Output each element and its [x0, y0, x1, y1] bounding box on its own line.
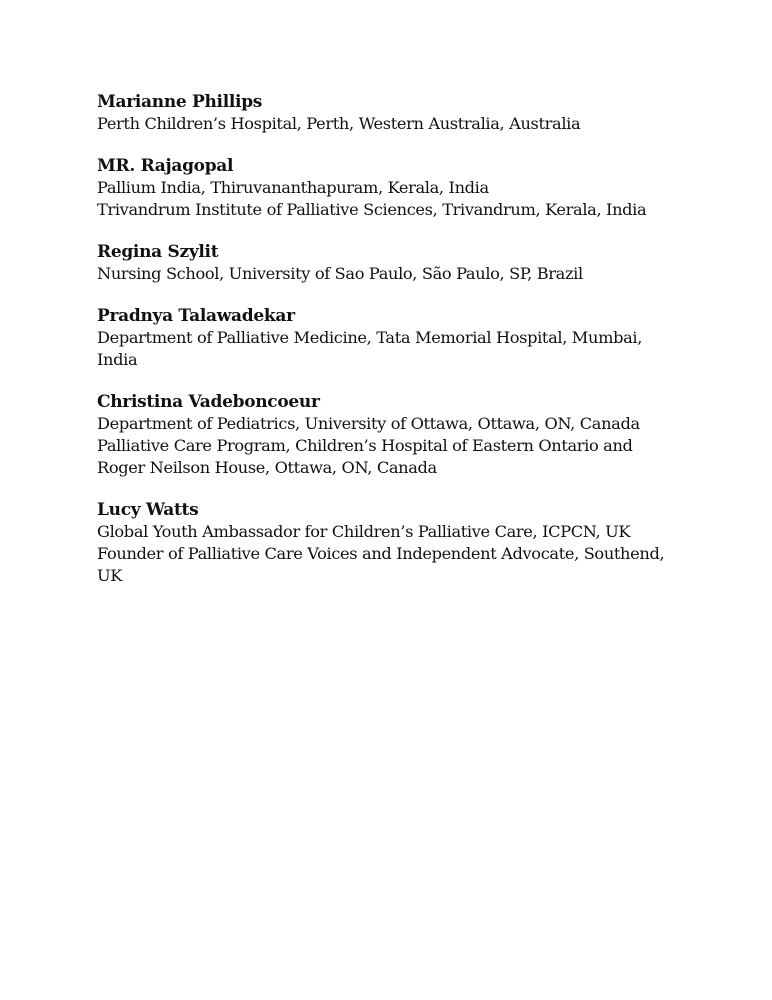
- author-entry: [97, 155, 737, 221]
- author-name: Christina Vadeboncoeur: [97, 392, 320, 412]
- affiliation-line: Pallium India, Thiruvananthapuram, Kerala, India: [97, 178, 489, 197]
- author-entry: [97, 499, 737, 587]
- author-entry: [97, 241, 737, 285]
- affiliation-line: India: [97, 350, 138, 369]
- affiliation-line: Founder of Palliative Care Voices and Independent Advocate, Southend,: [97, 544, 665, 563]
- affiliation-list: [97, 91, 737, 607]
- author-name: Pradnya Talawadekar: [97, 306, 295, 326]
- affiliation-line: Nursing School, University of Sao Paulo, São Paulo, SP, Brazil: [97, 264, 583, 283]
- author-entry: [97, 305, 737, 371]
- author-entry: [97, 391, 737, 479]
- author-name: Lucy Watts: [97, 500, 199, 520]
- affiliation-line: Global Youth Ambassador for Children’s Palliative Care, ICPCN, UK: [97, 522, 631, 541]
- affiliation-line: Perth Children’s Hospital, Perth, Western Australia, Australia: [97, 114, 581, 133]
- author-entry: [97, 91, 737, 135]
- affiliation-line: UK: [97, 566, 123, 585]
- affiliation-line: Department of Palliative Medicine, Tata Memorial Hospital, Mumbai,: [97, 328, 643, 347]
- affiliation-line: Palliative Care Program, Children’s Hospital of Eastern Ontario and: [97, 436, 633, 455]
- affiliation-line: Trivandrum Institute of Palliative Sciences, Trivandrum, Kerala, India: [97, 200, 647, 219]
- author-name: Regina Szylit: [97, 242, 219, 262]
- author-name: MR. Rajagopal: [97, 156, 234, 176]
- affiliation-line: Roger Neilson House, Ottawa, ON, Canada: [97, 458, 437, 477]
- affiliation-line: Department of Pediatrics, University of Ottawa, Ottawa, ON, Canada: [97, 414, 640, 433]
- author-name: Marianne Phillips: [97, 92, 263, 112]
